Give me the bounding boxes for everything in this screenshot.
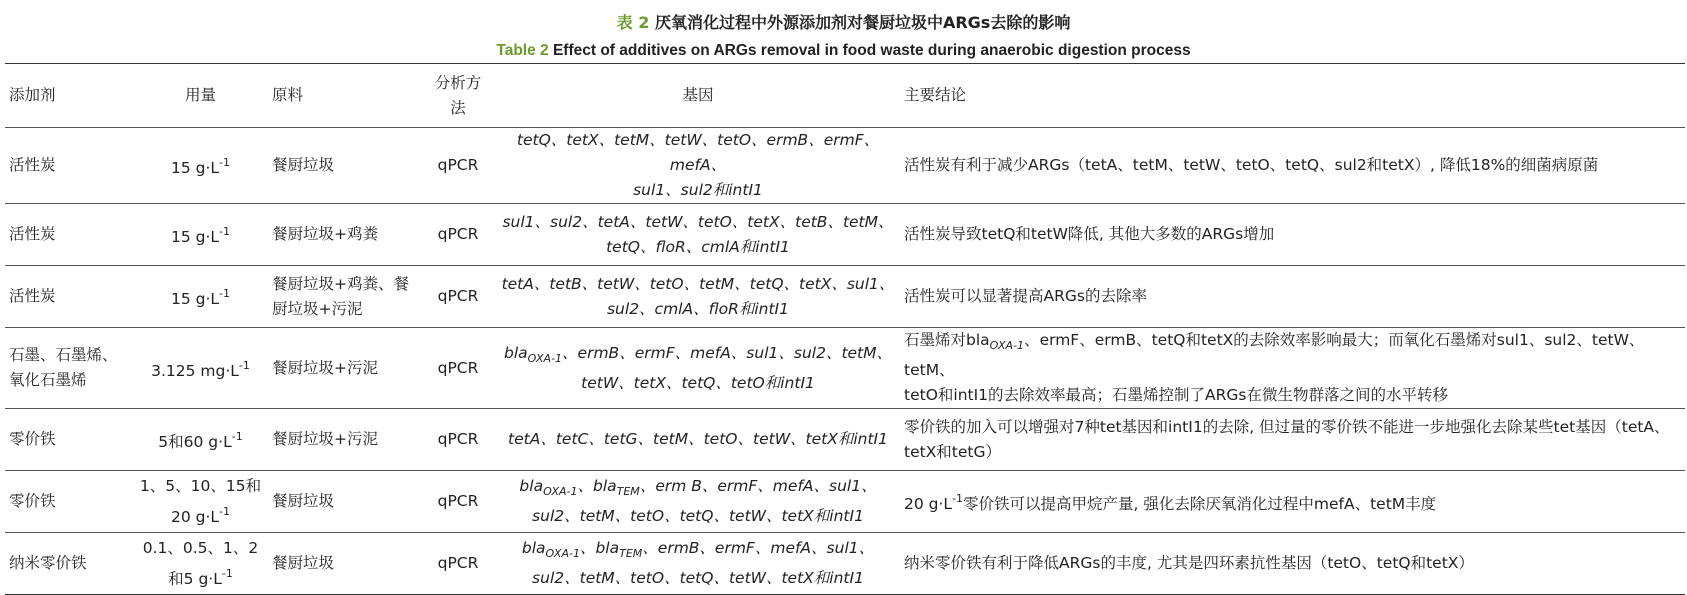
dosage-exponent: -1 [221,566,233,580]
header-conclusion: 主要结论 [904,86,967,104]
table-row [5,266,1685,328]
cell-feedstock: 餐厨垃圾+污泥 [272,430,378,448]
cell-genes [498,328,898,409]
table-title-cn-text: 厌氧消化过程中外源添加剂对餐厨垃圾中ARGs去除的影响 [654,13,1071,32]
header-dosage: 用量 [184,86,216,104]
cell-conclusion [898,328,1685,409]
cell-genes [498,533,898,595]
table-label-en: Table 2 [496,42,549,59]
genes-line1: tetQ、tetX、tetM、tetW、tetO、ermB、ermF、mefA、 [516,131,880,174]
dosage-value: 15 g·L [170,159,220,177]
header-method-line2: 法 [450,98,466,117]
dosage-exponent: -1 [219,504,231,518]
cell-genes [498,204,898,266]
genes-line1-post: 、ermB、ermF、mefA、sul1、sul2、tetM、 [562,343,893,362]
cell-feedstock: 餐厨垃圾 [272,156,335,174]
genes-line1-a-sub: OXA-1 [543,485,578,498]
genes-line1-a: bla [521,539,546,557]
cell-conclusion: 纳米零价铁有利于降低ARGs的丰度, 尤其是四环素抗性基因（tetO、tetQ和tetX） [904,554,1474,572]
dosage-exponent: -1 [231,430,243,443]
table-title-en [0,40,1687,62]
table-row [5,409,1685,471]
table-header-row [5,64,1685,128]
cell-conclusion [898,409,1685,471]
additive-line1: 石墨、石墨烯、 [9,346,118,364]
additives-table [5,63,1685,595]
conclusion-line1-pre: 石墨烯对bla [904,331,990,349]
cell-dosage [133,204,268,266]
cell-additive: 零价铁 [9,430,56,448]
cell-feedstock [268,266,418,328]
cell-dosage [133,328,268,409]
dosage-exponent: -1 [219,225,231,238]
cell-method: qPCR [437,287,479,305]
cell-feedstock: 餐厨垃圾+鸡粪 [272,225,378,243]
genes-line1-a-sub: OXA-1 [545,547,580,560]
cell-additive: 活性炭 [9,287,56,305]
cell-dosage [133,266,268,328]
genes-line1-b-sub: TEM [619,547,643,560]
genes-line1-c: 、erm B、ermF、mefA、sul1、 [639,477,877,495]
dosage-value: 15 g·L [170,290,220,308]
cell-genes [498,409,898,471]
table-row [5,471,1685,533]
table-row [5,328,1685,409]
header-feedstock: 原料 [272,86,304,104]
genes-line2: sul2、tetM、tetO、tetQ、tetW、tetX和intI1 [532,569,864,587]
dosage-value: 15 g·L [170,228,220,246]
dosage-exponent: -1 [219,287,231,300]
conclusion-post: 零价铁可以提高甲烷产量, 强化去除厌氧消化过程中mefA、tetM丰度 [963,495,1437,513]
cell-dosage [133,409,268,471]
cell-method: qPCR [437,430,479,448]
conclusion-line1-sub: OXA-1 [989,339,1025,352]
cell-genes [498,471,898,533]
cell-feedstock: 餐厨垃圾+污泥 [272,358,378,377]
cell-method: qPCR [437,554,479,572]
genes-line2: tetQ、floR、cmlA和intI1 [606,237,790,256]
dosage-line2: 20 g·L [170,507,220,526]
cell-conclusion [898,471,1685,533]
cell-method: qPCR [437,225,479,243]
cell-genes [498,266,898,328]
table-label-cn: 表 2 [616,13,650,32]
cell-conclusion: 活性炭导致tetQ和tetW降低, 其他大多数的ARGs增加 [904,225,1275,243]
genes-line1-b-sub: TEM [616,485,640,498]
header-additive: 添加剂 [9,86,56,104]
additive-line2: 氧化石墨烯 [9,371,87,389]
cell-method: qPCR [437,358,479,377]
cell-method: qPCR [437,492,479,510]
table-title-en-text: Effect of additives on ARGs removal in food waste during anaerobic digestion process [552,42,1191,59]
genes-line1: tetA、tetB、tetW、tetO、tetM、tetQ、tetX、sul1、 [501,274,895,293]
cell-conclusion: 活性炭可以显著提高ARGs的去除率 [904,287,1147,305]
table-row [5,128,1685,204]
genes-line2: sul1、sul2和intI1 [633,181,763,199]
genes-line1: tetA、tetC、tetG、tetM、tetO、tetW、tetX和intI1 [508,430,888,448]
genes-line2: sul2、tetM、tetO、tetQ、tetW、tetX和intI1 [532,507,864,525]
feedstock-line2: 厨垃圾+污泥 [272,299,363,318]
table-title-cn [0,12,1687,34]
cell-method: qPCR [437,156,479,174]
genes-line1-a: bla [519,477,544,495]
cell-feedstock: 餐厨垃圾 [272,492,335,510]
header-method [418,64,498,128]
dosage-value: 5和60 g·L [158,433,232,451]
dosage-line1: 0.1、0.5、1、2 [142,538,259,557]
genes-line2: tetW、tetX、tetQ、tetO和intI1 [581,373,815,392]
table-row [5,533,1685,595]
cell-additive: 活性炭 [9,225,56,243]
conclusion-exponent: -1 [952,492,964,505]
cell-additive: 零价铁 [9,492,56,510]
dosage-line1: 1、5、10、15和 [139,476,262,495]
cell-additive [5,328,133,409]
dosage-exponent: -1 [238,358,250,372]
genes-line1-sub: OXA-1 [527,351,563,365]
cell-genes [498,128,898,204]
cell-conclusion: 活性炭有利于减少ARGs（tetA、tetM、tetW、tetO、tetQ、sul2和tetX）, 降低18%的细菌病原菌 [904,156,1599,174]
dosage-line2: 和5 g·L [168,569,222,588]
dosage-exponent: -1 [219,156,231,169]
genes-line1-pre: bla [503,343,528,362]
cell-additive: 活性炭 [9,156,56,174]
genes-line1-b: 、bla [577,477,617,495]
cell-dosage [133,471,268,533]
genes-line1-b: 、bla [579,539,620,557]
conclusion-line2: tetO和intI1的去除效率最高；石墨烯控制了ARGs在微生物群落之间的水平转移 [904,386,1448,404]
genes-line1-c: 、ermB、ermF、mefA、sul1、 [642,539,875,557]
header-method-line1: 分析方 [434,73,482,92]
cell-dosage [133,533,268,595]
dosage-value: 3.125 mg·L [151,361,239,380]
cell-dosage [133,128,268,204]
header-genes: 基因 [682,86,714,104]
conclusion-line1: 零价铁的加入可以增强对7种tet基因和intI1的去除, 但过量的零价铁不能进一步地强化去除某些tet基因（tetA、 [904,417,1670,436]
feedstock-line1: 餐厨垃圾+鸡粪、餐 [272,274,409,293]
cell-feedstock: 餐厨垃圾 [272,554,335,572]
conclusion-line1-post: 、ermF、ermB、tetQ和tetX的去除效率影响最大；而氧化石墨烯对sul1、sul2、tetW、tetM、 [904,331,1645,379]
conclusion-pre: 20 g·L [904,495,953,513]
genes-line2: sul2、cmlA、floR和intI1 [606,299,789,318]
table-row [5,204,1685,266]
genes-line1: sul1、sul2、tetA、tetW、tetO、tetX、tetB、tetM、 [502,212,894,231]
cell-additive: 纳米零价铁 [9,554,87,572]
conclusion-line2: tetX和tetG） [904,442,1002,461]
